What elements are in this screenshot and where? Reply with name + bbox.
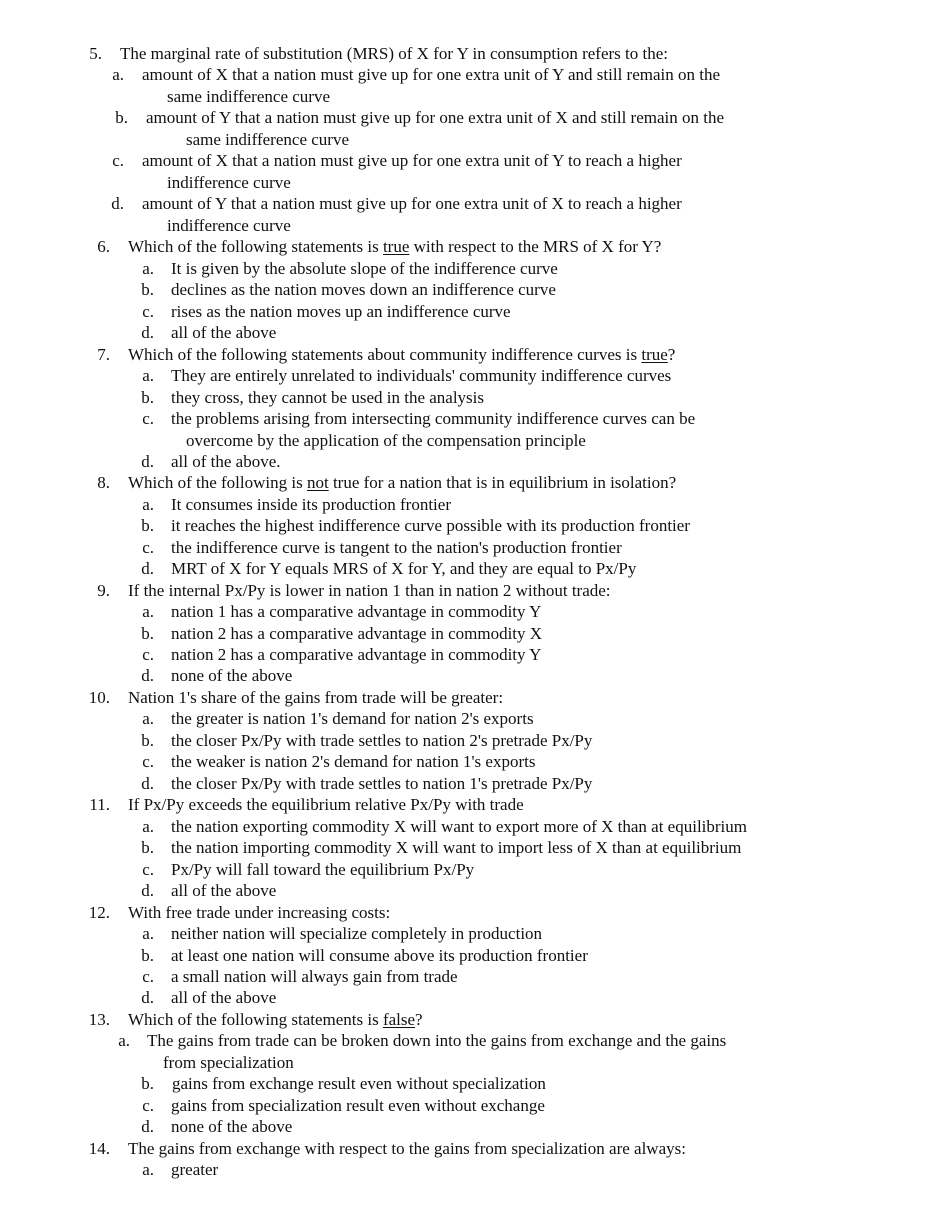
question-number: 5. <box>89 44 102 63</box>
option-letter: b. <box>141 1074 154 1093</box>
option-letter: d. <box>141 452 154 471</box>
option-letter: d. <box>141 774 154 793</box>
option-text: all of the above <box>171 988 277 1007</box>
option-text: gains from exchange result even without specialization <box>172 1074 546 1093</box>
option-letter: c. <box>112 151 124 170</box>
option-text: all of the above <box>171 881 277 900</box>
question-number: 14. <box>88 1139 110 1158</box>
option-text: all of the above. <box>171 452 281 471</box>
question-text: Which of the following is not true for a nation that is in equilibrium in isolation? <box>128 473 677 492</box>
option-letter: a. <box>112 65 124 84</box>
emphasis-false: false <box>382 1010 416 1029</box>
option-text: nation 2 has a comparative advantage in commodity X <box>171 624 543 643</box>
question-text: If Px/Py exceeds the equilibrium relative Px/Py with trade <box>128 795 524 814</box>
option-continuation: indifference curve <box>167 173 291 192</box>
question-number: 9. <box>97 581 110 600</box>
option-text: none of the above <box>171 666 293 685</box>
option-letter: c. <box>142 302 154 321</box>
option-letter: c. <box>142 1096 154 1115</box>
option-letter: d. <box>141 988 154 1007</box>
option-text: MRT of X for Y equals MRS of X for Y, and they are equal to Px/Py <box>171 559 637 578</box>
option-letter: b. <box>115 108 128 127</box>
option-text: They are entirely unrelated to individuals' community indifference curves <box>171 366 672 385</box>
option-letter: b. <box>141 280 154 299</box>
question-number: 12. <box>88 903 110 922</box>
option-continuation: indifference curve <box>167 216 291 235</box>
option-letter: a. <box>142 602 154 621</box>
option-letter: a. <box>142 817 154 836</box>
option-letter: d. <box>141 323 154 342</box>
option-text: nation 2 has a comparative advantage in commodity Y <box>171 645 542 664</box>
option-text: the nation importing commodity X will want to import less of X than at equilibrium <box>171 838 742 857</box>
option-text: they cross, they cannot be used in the analysis <box>171 388 485 407</box>
option-text: the nation exporting commodity X will want to export more of X than at equilibrium <box>171 817 747 836</box>
option-letter: c. <box>142 967 154 986</box>
question-text: With free trade under increasing costs: <box>128 903 391 922</box>
option-text: declines as the nation moves down an indifference curve <box>171 280 556 299</box>
question-number: 10. <box>88 688 110 707</box>
option-text: none of the above <box>171 1117 293 1136</box>
option-text: amount of X that a nation must give up for one extra unit of Y to reach a higher <box>142 151 682 170</box>
option-letter: b. <box>141 946 154 965</box>
option-text: nation 1 has a comparative advantage in commodity Y <box>171 602 542 621</box>
option-text: it reaches the highest indifference curve possible with its production frontier <box>171 516 690 535</box>
question-number: 6. <box>97 237 110 256</box>
option-letter: c. <box>142 645 154 664</box>
option-continuation: same indifference curve <box>186 130 349 149</box>
question-number: 13. <box>88 1010 110 1029</box>
option-text: gains from specialization result even without exchange <box>171 1096 545 1115</box>
question-text: If the internal Px/Py is lower in nation 1 than in nation 2 without trade: <box>128 581 611 600</box>
option-text: amount of Y that a nation must give up for one extra unit of X and still remain on the <box>146 108 725 127</box>
question-text: Which of the following statements about community indifference curves is true? <box>128 345 676 364</box>
question-text: Which of the following statements is true with respect to the MRS of X for Y? <box>128 237 662 256</box>
option-letter: b. <box>141 624 154 643</box>
option-text: the greater is nation 1's demand for nation 2's exports <box>171 709 534 728</box>
emphasis-true: true <box>382 237 410 256</box>
option-letter: a. <box>142 495 154 514</box>
option-letter: a. <box>142 259 154 278</box>
option-letter: a. <box>142 709 154 728</box>
option-text: Px/Py will fall toward the equilibrium Px/Py <box>171 860 475 879</box>
option-text: amount of Y that a nation must give up for one extra unit of X to reach a higher <box>142 194 682 213</box>
option-letter: b. <box>141 516 154 535</box>
question-text: Which of the following statements is false? <box>128 1010 423 1029</box>
question-text: Nation 1's share of the gains from trade will be greater: <box>128 688 504 707</box>
option-text: the closer Px/Py with trade settles to nation 1's pretrade Px/Py <box>171 774 593 793</box>
option-letter: c. <box>142 538 154 557</box>
option-letter: c. <box>142 409 154 428</box>
option-letter: d. <box>141 881 154 900</box>
emphasis-not: not <box>306 473 329 492</box>
option-letter: a. <box>142 366 154 385</box>
option-text: The gains from trade can be broken down into the gains from exchange and the gains <box>147 1031 727 1050</box>
option-text: the closer Px/Py with trade settles to nation 2's pretrade Px/Py <box>171 731 593 750</box>
option-text: It is given by the absolute slope of the indifference curve <box>171 259 558 278</box>
option-letter: a. <box>142 1160 154 1179</box>
option-text: amount of X that a nation must give up for one extra unit of Y and still remain on the <box>142 65 721 84</box>
option-letter: b. <box>141 731 154 750</box>
option-letter: a. <box>142 924 154 943</box>
option-text: the problems arising from intersecting community indifference curves can be <box>171 409 696 428</box>
option-text: the weaker is nation 2's demand for nation 1's exports <box>171 752 536 771</box>
option-letter: b. <box>141 388 154 407</box>
option-text: a small nation will always gain from trade <box>171 967 458 986</box>
option-letter: c. <box>142 752 154 771</box>
option-text: neither nation will specialize completely in production <box>171 924 543 943</box>
option-letter: d. <box>141 559 154 578</box>
option-continuation: from specialization <box>163 1053 294 1072</box>
question-text: The marginal rate of substitution (MRS) of X for Y in consumption refers to the: <box>120 44 668 63</box>
option-text: the indifference curve is tangent to the nation's production frontier <box>171 538 622 557</box>
option-continuation: same indifference curve <box>167 87 330 106</box>
option-letter: d. <box>141 666 154 685</box>
question-number: 7. <box>97 345 110 364</box>
option-text: all of the above <box>171 323 277 342</box>
option-letter: d. <box>141 1117 154 1136</box>
option-continuation: overcome by the application of the compensation principle <box>186 431 586 450</box>
emphasis-true: true <box>641 345 668 364</box>
question-number: 8. <box>97 473 110 492</box>
option-letter: a. <box>118 1031 130 1050</box>
question-text: The gains from exchange with respect to the gains from specialization are always: <box>128 1139 686 1158</box>
option-text: It consumes inside its production frontier <box>171 495 451 514</box>
option-letter: d. <box>111 194 124 213</box>
option-text: rises as the nation moves up an indifference curve <box>171 302 511 321</box>
option-text: at least one nation will consume above its production frontier <box>171 946 588 965</box>
option-letter: b. <box>141 838 154 857</box>
question-number: 11. <box>89 795 110 814</box>
option-letter: c. <box>142 860 154 879</box>
option-text: greater <box>171 1160 219 1179</box>
